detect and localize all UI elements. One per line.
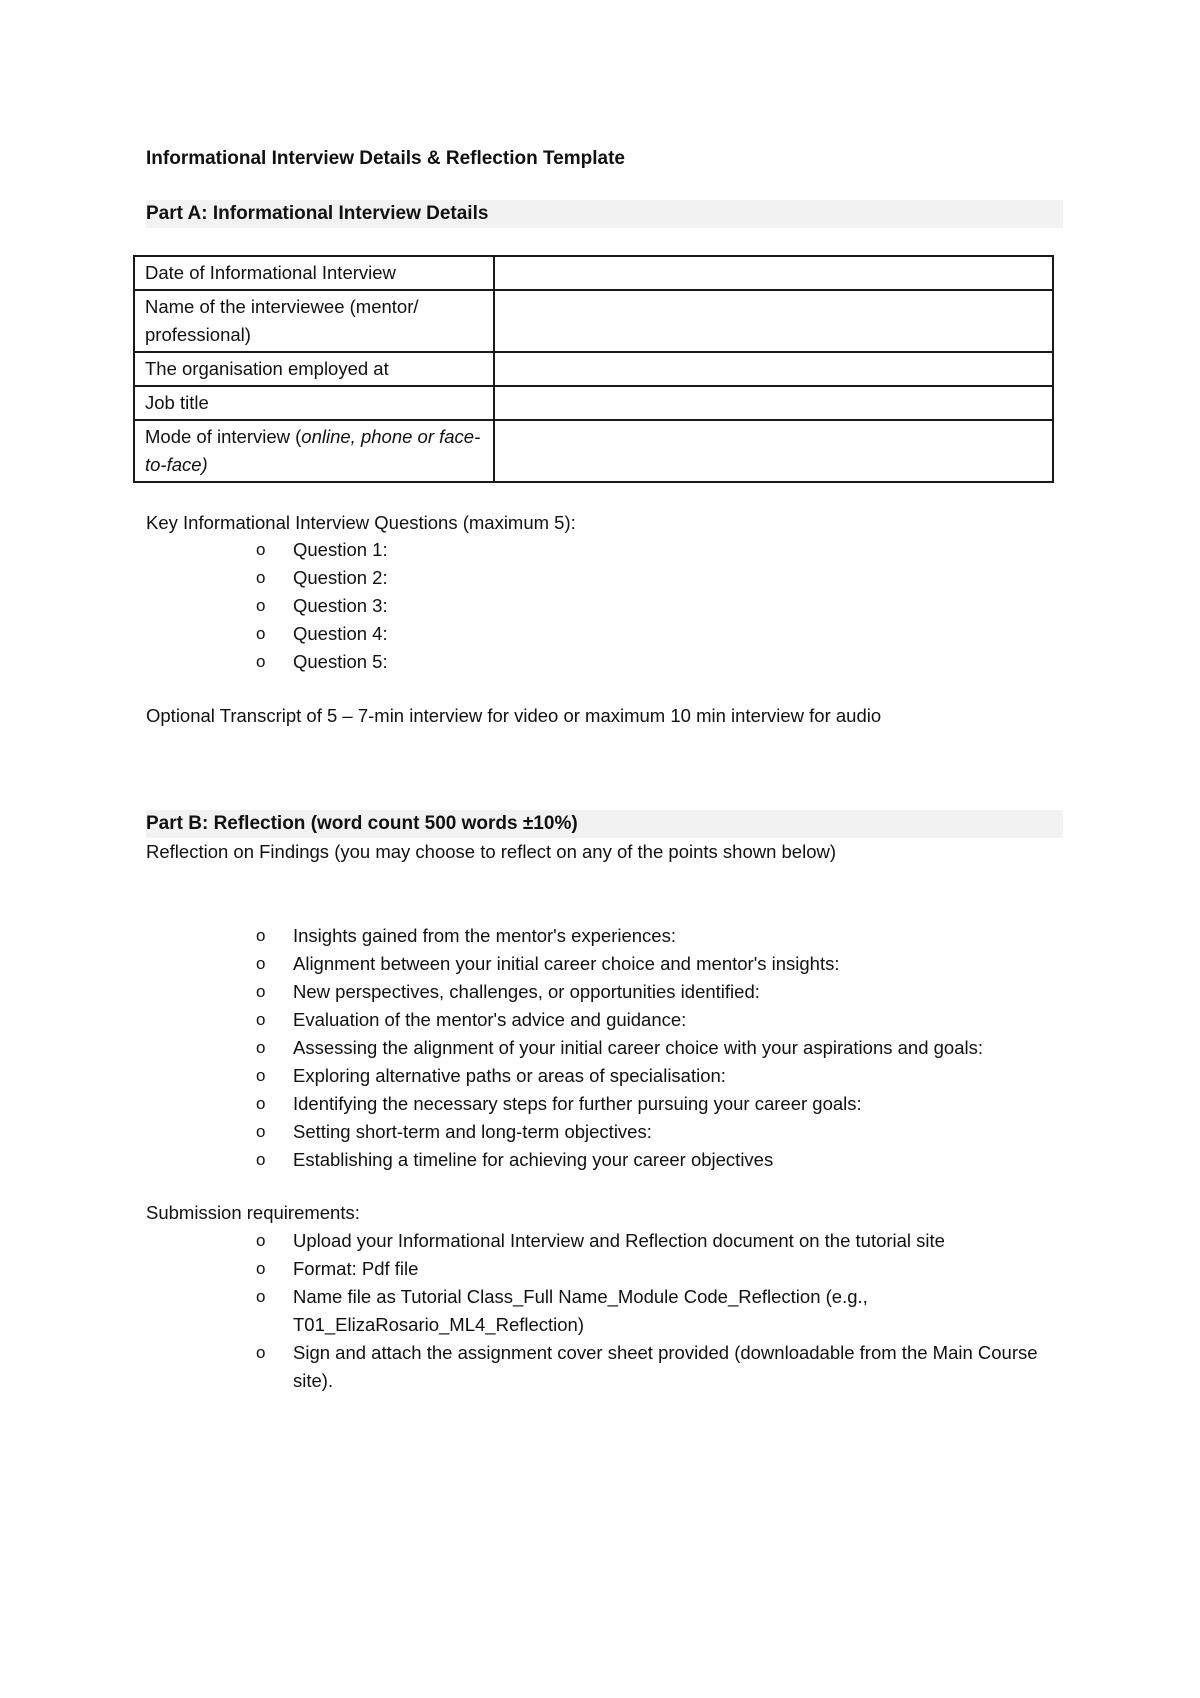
list-item: [146, 1118, 983, 1146]
bullet-marker: o: [256, 1038, 266, 1057]
finding-text: Insights gained from the mentor's experiences:: [293, 925, 676, 946]
bullet-marker: o: [256, 596, 266, 615]
submission-text: Upload your Informational Interview and Reflection document on the tutorial site: [293, 1230, 945, 1251]
document-title: Informational Interview Details & Reflection Template: [146, 148, 625, 169]
list-item: [146, 592, 388, 620]
row-label: The organisation employed at: [134, 352, 494, 386]
finding-text: Evaluation of the mentor's advice and guidance:: [293, 1009, 687, 1030]
submission-list: [146, 1227, 1063, 1395]
list-item: [146, 564, 388, 592]
question-text: Question 5:: [293, 651, 388, 672]
list-item: [146, 648, 388, 676]
finding-text: Setting short-term and long-term objectives:: [293, 1121, 652, 1142]
list-item: [146, 1090, 983, 1118]
list-item: [146, 1146, 983, 1174]
bullet-marker: o: [256, 1094, 266, 1113]
finding-text: Exploring alternative paths or areas of specialisation:: [293, 1065, 726, 1086]
list-item: [146, 1006, 983, 1034]
question-text: Question 1:: [293, 539, 388, 560]
list-item: [146, 536, 388, 564]
findings-intro: Reflection on Findings (you may choose to reflect on any of the points shown below): [146, 841, 837, 862]
list-item: [146, 1283, 1063, 1339]
row-value[interactable]: [494, 352, 1053, 386]
bullet-marker: o: [256, 1122, 266, 1141]
bullet-marker: o: [256, 1231, 266, 1250]
row-label-prefix: Mode of interview (: [145, 426, 302, 447]
finding-text: Assessing the alignment of your initial career choice with your aspirations and goals:: [293, 1037, 984, 1058]
list-item: [146, 950, 983, 978]
bullet-marker: o: [256, 624, 266, 643]
table-row: [134, 290, 1053, 352]
findings-list: [146, 922, 983, 1174]
bullet-marker: o: [256, 652, 266, 671]
bullet-marker: o: [256, 568, 266, 587]
table-row: [134, 256, 1053, 290]
bullet-marker: o: [256, 982, 266, 1001]
table-row: [134, 386, 1053, 420]
finding-text: New perspectives, challenges, or opportunities identified:: [293, 981, 760, 1002]
row-label: Name of the interviewee (mentor/ professional): [134, 290, 494, 352]
bullet-marker: o: [256, 1150, 266, 1169]
question-text: Question 3:: [293, 595, 388, 616]
bullet-marker: o: [256, 1066, 266, 1085]
list-item: [146, 1255, 1063, 1283]
part-b-heading-text: Part B: Reflection (word count 500 words ±10%): [146, 813, 578, 834]
row-label: Date of Informational Interview: [134, 256, 494, 290]
bullet-marker: o: [256, 954, 266, 973]
finding-text: Establishing a timeline for achieving your career objectives: [293, 1149, 774, 1170]
bullet-marker: o: [256, 1259, 266, 1278]
list-item: [146, 1034, 983, 1062]
row-label-italic: online, phone or face-to-face): [145, 426, 481, 475]
submission-text: Name file as Tutorial Class_Full Name_Module Code_Reflection (e.g., T01_ElizaRosario_ML4_Reflection): [293, 1286, 868, 1335]
row-value[interactable]: [494, 386, 1053, 420]
questions-list: [146, 536, 388, 676]
bullet-marker: o: [256, 1343, 266, 1362]
part-a-heading-text: Part A: Informational Interview Details: [146, 203, 489, 224]
table-row: [134, 352, 1053, 386]
finding-text: Identifying the necessary steps for further pursuing your career goals:: [293, 1093, 862, 1114]
row-value[interactable]: [494, 420, 1053, 482]
list-item: [146, 1339, 1063, 1395]
submission-text: Format: Pdf file: [293, 1258, 419, 1279]
bullet-marker: o: [256, 540, 266, 559]
row-label: Job title: [134, 386, 494, 420]
finding-text: Alignment between your initial career choice and mentor's insights:: [293, 953, 840, 974]
list-item: [146, 978, 983, 1006]
table-row: [134, 420, 1053, 482]
transcript-note: Optional Transcript of 5 – 7-min interview for video or maximum 10 min interview for audio: [146, 705, 882, 726]
part-b-heading: [146, 810, 1063, 838]
question-text: Question 4:: [293, 623, 388, 644]
questions-intro: Key Informational Interview Questions (maximum 5):: [146, 512, 576, 533]
list-item: [146, 620, 388, 648]
row-value[interactable]: [494, 256, 1053, 290]
bullet-marker: o: [256, 1010, 266, 1029]
bullet-marker: o: [256, 1287, 266, 1306]
list-item: [146, 1227, 1063, 1255]
submission-intro: Submission requirements:: [146, 1202, 360, 1223]
part-a-heading: [146, 200, 1063, 228]
question-text: Question 2:: [293, 567, 388, 588]
row-value[interactable]: [494, 290, 1053, 352]
bullet-marker: o: [256, 926, 266, 945]
submission-text: Sign and attach the assignment cover sheet provided (downloadable from the Main Course site).: [293, 1342, 1038, 1391]
interview-details-table: [133, 255, 1054, 483]
row-label: [134, 420, 494, 482]
list-item: [146, 922, 983, 950]
list-item: [146, 1062, 983, 1090]
